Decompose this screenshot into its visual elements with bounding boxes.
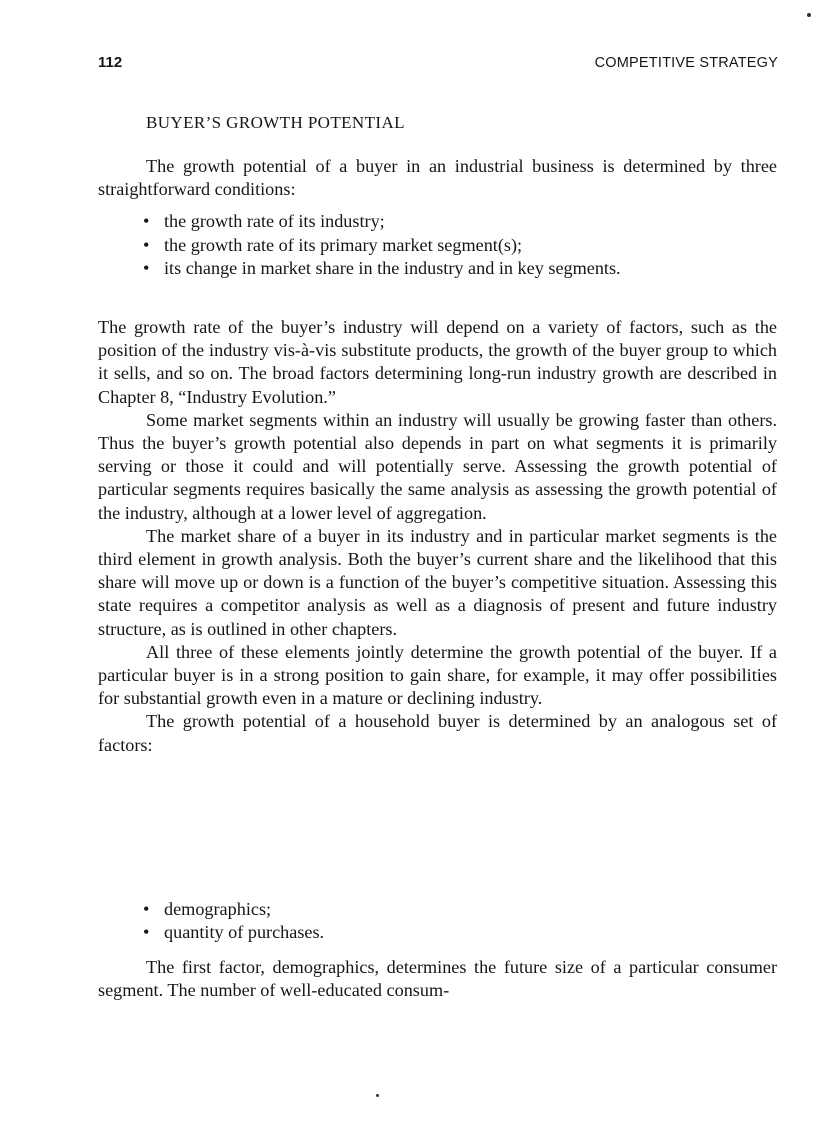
paragraph: All three of these elements jointly determine the growth potential of the buyer. If a particular buyer is in a strong position to gain share, for example, it may offer possibilities for substantial growth even in a mature or declining industry.: [98, 641, 777, 709]
running-title: COMPETITIVE STRATEGY: [594, 55, 778, 71]
bullet-icon: •: [143, 234, 150, 255]
conditions-list: [98, 210, 777, 280]
page-header: [98, 54, 778, 78]
paragraph: The first factor, demographics, determines the future size of a particular consumer segment. The number of well-educated consum-: [98, 957, 777, 1001]
intro-block: [98, 155, 777, 280]
list-item: • quantity of purchases.: [98, 921, 777, 944]
household-block: [98, 898, 777, 944]
bullet-icon: •: [143, 211, 150, 232]
bullet-icon: •: [143, 922, 150, 943]
scan-mark: [376, 1094, 379, 1097]
bullet-icon: •: [143, 899, 150, 919]
paragraph: The growth rate of the buyer’s industry will depend on a variety of factors, such as the position of the industry vis-à-vis substitute products, the growth of the buyer group to which it sells, and so on. The broad factors determining long-run industry growth are described in Chapter 8, “Industry Evolution.”: [98, 317, 777, 407]
list-item: • demographics;: [98, 898, 777, 921]
list-item: • the growth rate of its primary market segment(s);: [98, 234, 777, 257]
paragraph: The growth potential of a household buyer is determined by an analogous set of factors:: [98, 711, 777, 755]
list-item: • the growth rate of its industry;: [98, 210, 777, 233]
paragraph: The market share of a buyer in its industry and in particular market segments is the third element in growth analysis. Both the buyer’s current share and the likelihood that this share will move up or down is a function of the buyer’s competitive situation. Assessing this state requires a competitor analysis as well as a diagnosis of present and future industry structure, as is outlined in other chapters.: [98, 525, 777, 639]
household-factors-list: [98, 898, 777, 944]
body-text: [98, 316, 777, 757]
bullet-icon: •: [143, 257, 150, 278]
scan-mark: [807, 13, 811, 17]
page-number: 112: [98, 54, 123, 71]
paragraph: Some market segments within an industry will usually be growing faster than others. Thus the buyer’s growth potential also depends in part on what segments it is primarily serving or those it could and will potentially serve. Assessing the growth potential of particular segments requires basically the same analysis as assessing the growth potential of the industry, although at a lower level of aggregation.: [98, 409, 777, 523]
list-item: • its change in market share in the industry and in key segments.: [98, 257, 777, 280]
section-title: BUYER’S GROWTH POTENTIAL: [146, 113, 405, 132]
intro-paragraph: The growth potential of a buyer in an industrial business is determined by three straightforward conditions:: [98, 156, 777, 200]
closing-block: [98, 956, 777, 1002]
